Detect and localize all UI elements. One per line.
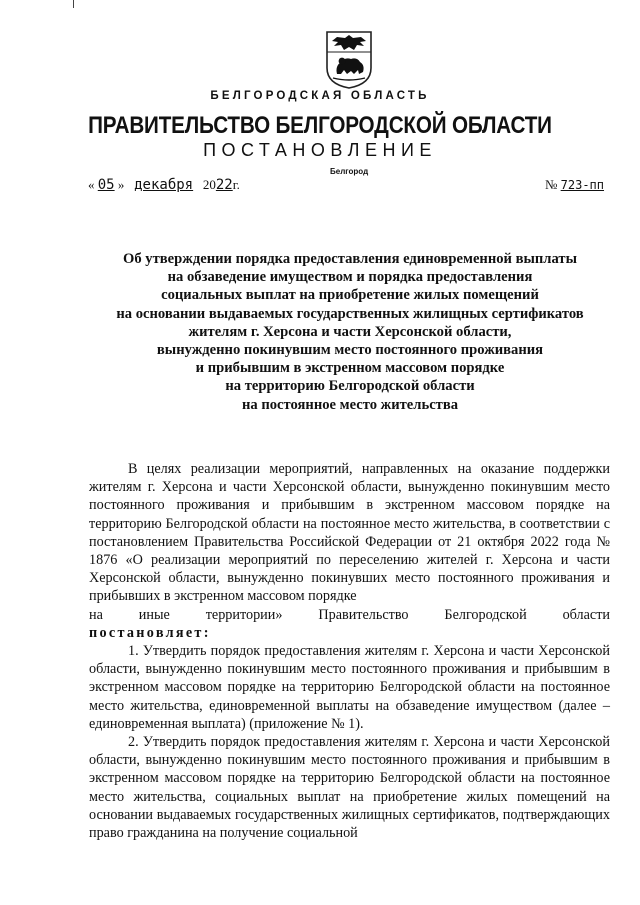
title-line: социальных выплат на приобретение жилых помещений xyxy=(161,287,539,304)
title-line: и прибывшим в экстренном массовом порядке xyxy=(195,360,505,377)
document-date xyxy=(88,177,240,193)
title-line: жителям г. Херсона и части Херсонской области, xyxy=(188,323,512,340)
document-type: ПОСТАНОВЛЕНИЕ xyxy=(203,140,437,160)
date-year-abbr: г. xyxy=(232,177,240,192)
date-year-prefix: 20 xyxy=(202,177,216,192)
title-line: на основании выдаваемых государственных жилищных сертификатов xyxy=(116,305,584,322)
preamble-tail: на иные территории» Правительство Белгородской области xyxy=(89,606,610,623)
title-line: на обзаведение имуществом и порядка предоставления xyxy=(167,269,533,286)
title-line: на постоянное место жительства xyxy=(241,396,459,413)
title-line: вынужденно покинувшим место постоянного проживания xyxy=(156,342,544,359)
title-line: на территорию Белгородской области xyxy=(225,378,475,395)
title-line: Об утверждении порядка предоставления единовременной выплаты xyxy=(123,251,577,267)
document-body xyxy=(89,460,610,842)
document-number xyxy=(545,177,604,193)
coat-of-arms-icon xyxy=(323,28,375,90)
decree-word: постановляет: xyxy=(89,624,211,641)
region-name: БЕЛГОРОДСКАЯ ОБЛАСТЬ xyxy=(210,90,430,102)
date-day: 05 xyxy=(97,177,115,193)
item-1-paragraph: 1. Утвердить порядок предоставления жителям г. Херсона и части Херсонской области, вынужденно покинувшим место постоянного проживания и прибывшим в экстренном массовом порядке на территорию Белгородской области на постоянное место жительства, единовременной выплаты на обзаведение имуществом (далее – единовременная выплата) (приложение № 1). xyxy=(89,643,610,732)
government-title: ПРАВИТЕЛЬСТВО БЕЛГОРОДСКОЙ ОБЛАСТИ xyxy=(88,112,552,139)
preamble-paragraph: В целях реализации мероприятий, направленных на оказание поддержки жителям г. Херсона и части Херсонской области, вынужденно покинувшим место постоянного проживания и прибывшим в экстренном массовом порядке на территорию Белгородской области на постоянное место жительства, в соответствии с постановлением Правительства Российской Федерации от 21 октября 2022 года № 1876 «О реализации мероприятий по переселению жителей г. Херсона и части Херсонской области, вынужденно покинувших место постоянного проживания и прибывших в экстренном массовом порядке xyxy=(89,461,610,605)
date-year-suffix: 22 xyxy=(215,177,233,193)
date-close-quote: » xyxy=(117,177,125,192)
document-title xyxy=(60,250,640,414)
city-name: Белгород xyxy=(330,167,369,176)
date-open-quote: « xyxy=(88,177,95,192)
number-value: 723-пп xyxy=(560,178,605,192)
number-label: № xyxy=(545,177,558,192)
margin-mark xyxy=(73,0,74,8)
date-month: декабря xyxy=(134,177,194,193)
item-2-paragraph: 2. Утвердить порядок предоставления жителям г. Херсона и части Херсонской области, вынужденно покинувшим место постоянного проживания и прибывшим в экстренном массовом порядке на территорию Белгородской области на постоянное место жительства, социальных выплат на приобретение жилых помещений на основании выдаваемых государственных жилищных сертификатов, подтверждающих право гражданина на получение социальной xyxy=(89,734,610,842)
